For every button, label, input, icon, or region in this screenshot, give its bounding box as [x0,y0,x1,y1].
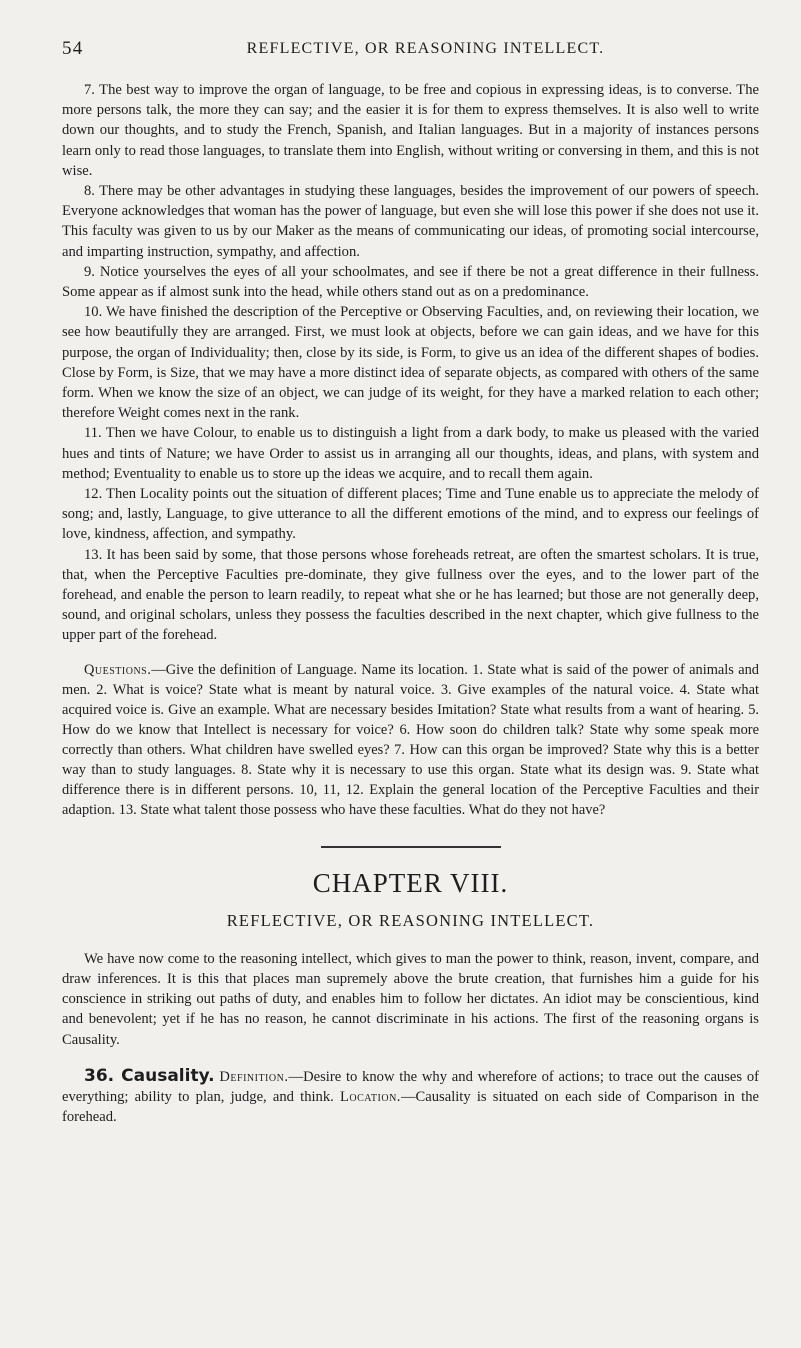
section-heading: 36. Causality. [84,1065,215,1086]
questions-label: Questions. [84,661,152,678]
location-text: —Causality is situated on each side of Comparison in the forehead. [62,1088,759,1126]
questions-block [62,660,759,820]
definition-label: Definition. [219,1068,289,1085]
running-title: REFLECTIVE, OR REASONING INTELLECT. [246,40,605,57]
chapter-subtitle: REFLECTIVE, OR REASONING INTELLECT. [226,910,595,930]
paragraph-9: 9. Notice yourselves the eyes of all your schoolmates, and see if there be not a great difference in their fullness. Some appear as if almost sunk into the head, while others stand out as on a predominance. [62,263,759,301]
paragraph-10: 10. We have finished the description of the Perceptive or Observing Faculties, and, on reviewing their location, we see how beautifully they are arranged. First, we must look at objects, before we can gain ideas, and we have for this purpose, the organ of Individuality; then, close by its side, is Form, to give us an idea of the different shapes of bodies. Close by Form, is Size, that we may have a more distinct idea of separate objects, as compared with others of the same form. When we know the size of an object, we can judge of its weight, for they have a marked relation to each other; therefore Weight comes next in the rank. [62,304,759,422]
paragraph-7: 7. The best way to improve the organ of language, to be free and copious in expressing ideas, is to converse. The more persons talk, the more they can say; and the easier it is for them to express themselves. It is also well to write down our thoughts, and to study the French, Spanish, and Italian languages. But in a majority of instances persons learn only to read those languages, to translate them into English, without writing or conversing in them, and this is not wise. [62,82,759,179]
paragraph-12: 12. Then Locality points out the situation of different places; Time and Tune enable us to appreciate the melody of song; and, lastly, Language, to give utterance to all the different emotions of the mind, and to express our feelings of love, kindness, affection, and sympathy. [62,486,759,543]
body-text [62,80,759,646]
paragraph-11: 11. Then we have Colour, to enable us to distinguish a light from a dark body, to make us pleased with the varied hues and tints of Nature; we have Order to assist us in arranging all our thoughts, ideas, and plans, with system and method; Eventuality to enable us to store up the ideas we acquire, and to recall them again. [62,425,759,482]
running-header [62,38,759,64]
paragraph-8: 8. There may be other advantages in studying these languages, besides the improvement of our powers of speech. Everyone acknowledges that woman has the power of language, but even she will lose this power if she does not use it. This faculty was given to us by our Maker as the means of communicating our ideas, of promoting social intercourse, and imparting instruction, sympathy, and affection. [62,183,759,260]
section-divider [321,846,501,848]
paragraph-13: 13. It has been said by some, that those persons whose foreheads retreat, are often the smartest scholars. It is true, that, when the Perceptive Faculties pre-dominate, they give fullness over the eyes, and to the lower part of the forehead, and enable the person to learn readily, to repeat what she or he has learned; but those are not generally deep, sound, and original scholars, unless they possess the faculties described in the next chapter, which give fullness to the upper part of the forehead. [62,546,759,644]
causality-section [62,1066,759,1128]
location-label: Location. [339,1088,401,1105]
chapter-intro: We have now come to the reasoning intellect, which gives to man the power to think, reason, invent, compare, and draw inferences. It is this that places man supremely above the brute creation, that furnishes him a guide for his conscience in striking out paths of duty, and enables him to follow her dictates. An idiot may be conscientious, kind and benevolent; yet if he has no reason, he cannot discriminate in his actions. The first of the reasoning organs is Causality. [62,950,759,1048]
chapter-heading: CHAPTER VIII. [312,867,509,898]
questions-text: —Give the definition of Language. Name its location. 1. State what is said of the power of animals and men. 2. What is voice? State what is meant by natural voice. 3. Give examples of the natural voice. 4. State what acquired voice is. Give an example. What are necessary besides Imitation? State what results from a want of hearing. 5. How do we know that Intellect is necessary for voice? 6. How soon do children talk? State why some speak more correctly than others. What children have swelled eyes? 7. How can this organ be improved? State why this is a better way than to study languages. 8. State why it is necessary to use this organ. State what its design was. 9. State what difference there is in different persons. 10, 11, 12. Explain the general location of the Perceptive Faculties and their adaption. 13. State what talent those possess who have these faculties. What do they not have? [62,661,759,818]
definition-text: —Desire to know the why and wherefore of actions; to trace out the causes of everything; ability to plan, judge, and think. [62,1068,760,1105]
page-number: 54 [62,38,84,59]
